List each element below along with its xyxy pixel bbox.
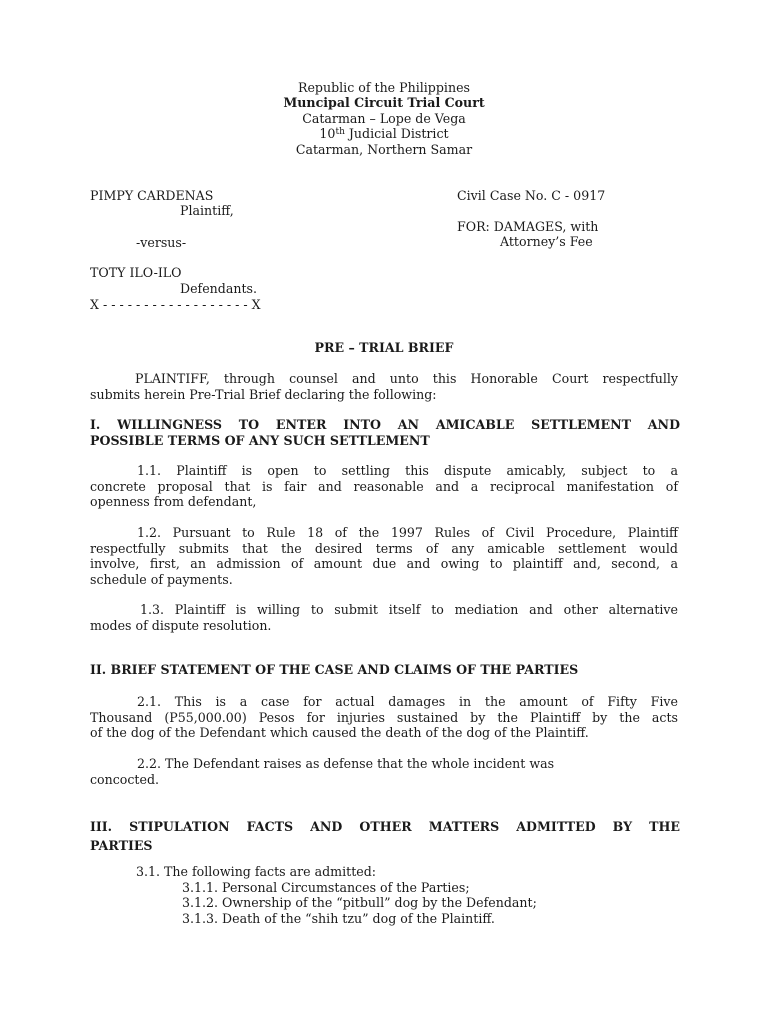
section-heading-line: PARTIES [90, 838, 153, 853]
header-district [0, 126, 768, 142]
paragraph-2-1 [90, 694, 678, 741]
admitted-facts-lead: 3.1. The following facts are admitted: [136, 864, 377, 879]
intro-line: PLAINTIFF, through counsel and unto this Honorable Court respectfully [135, 371, 678, 386]
intro-paragraph [90, 371, 678, 402]
section-heading-line: POSSIBLE TERMS OF ANY SUCH SETTLEMENT [90, 432, 430, 448]
paragraph-line: openness from defendant, [90, 494, 257, 510]
admitted-fact-item: 3.1.3. Death of the “shih tzu” dog of the Plaintiff. [182, 911, 495, 926]
header-province: Catarman, Northern Samar [295, 142, 473, 157]
paragraph-1-1 [90, 463, 678, 510]
header-republic: Republic of the Philippines [297, 80, 470, 95]
versus-label: -versus- [136, 235, 187, 250]
paragraph-line: involve, first, an admission of amount due and owing to plaintiff and, second, a [90, 556, 678, 572]
paragraph-line: 1.3. Plaintiff is willing to submit itself to mediation and other alternative [140, 602, 678, 617]
defendant-label: Defendants. [180, 281, 257, 296]
intro-line: submits herein Pre-Trial Brief declaring the following: [90, 386, 437, 402]
caption-separator: X - - - - - - - - - - - - - - - - - - X [90, 297, 261, 312]
header-location: Catarman – Lope de Vega [302, 111, 466, 126]
paragraph-line: 1.1. Plaintiff is open to settling this dispute amicably, subject to a [137, 463, 678, 478]
paragraph-1-3 [90, 602, 678, 633]
paragraph-line: schedule of payments. [90, 571, 233, 587]
section-1-heading [90, 417, 680, 448]
section-2-heading [90, 662, 680, 678]
admitted-fact-item: 3.1.2. Ownership of the “pitbull” dog by the Defendant; [182, 895, 537, 910]
district-label: Judicial District [344, 126, 449, 141]
paragraph-line: of the dog of the Defendant which caused the death of the dog of the Plaintiff. [90, 725, 589, 741]
paragraph-line: 2.2. The Defendant raises as defense that the whole incident was [137, 756, 555, 771]
case-number: Civil Case No. C - 0917 [457, 188, 606, 203]
paragraph-line: modes of dispute resolution. [90, 617, 272, 633]
document-title: PRE – TRIAL BRIEF [314, 340, 454, 355]
defendant-name: TOTY ILO-ILO [90, 265, 182, 280]
section-3-heading [90, 817, 680, 855]
paragraph-line: concocted. [90, 771, 160, 787]
case-nature: FOR: DAMAGES, with [457, 219, 599, 234]
section-heading-line: III. STIPULATION FACTS AND OTHER MATTERS ADMITTED BY THE [90, 819, 680, 834]
section-heading-line: II. BRIEF STATEMENT OF THE CASE AND CLAIMS OF THE PARTIES [90, 662, 579, 677]
district-number: 10 [319, 126, 336, 141]
paragraph-1-2 [90, 525, 678, 587]
admitted-fact-item: 3.1.1. Personal Circumstances of the Parties; [182, 880, 470, 895]
case-nature-fee: Attorney’s Fee [500, 234, 593, 249]
paragraph-line: 1.2. Pursuant to Rule 18 of the 1997 Rules of Civil Procedure, Plaintiff [137, 525, 678, 540]
paragraph-2-2 [90, 756, 678, 787]
plaintiff-name: PIMPY CARDENAS [90, 188, 214, 203]
section-heading-line: I. WILLINGNESS TO ENTER INTO AN AMICABLE SETTLEMENT AND [90, 417, 680, 432]
paragraph-line: concrete proposal that is fair and reasonable and a reciprocal manifestation of [90, 478, 678, 494]
paragraph-line: respectfully submits that the desired terms of any amicable settlement would [90, 540, 678, 556]
header-court-name: Muncipal Circuit Trial Court [283, 95, 485, 110]
paragraph-line: Thousand (P55,000.00) Pesos for injuries sustained by the Plaintiff by the acts [90, 709, 678, 725]
district-ordinal: th [335, 127, 345, 137]
plaintiff-label: Plaintiff, [180, 203, 234, 218]
paragraph-line: 2.1. This is a case for actual damages in the amount of Fifty Five [137, 694, 678, 709]
